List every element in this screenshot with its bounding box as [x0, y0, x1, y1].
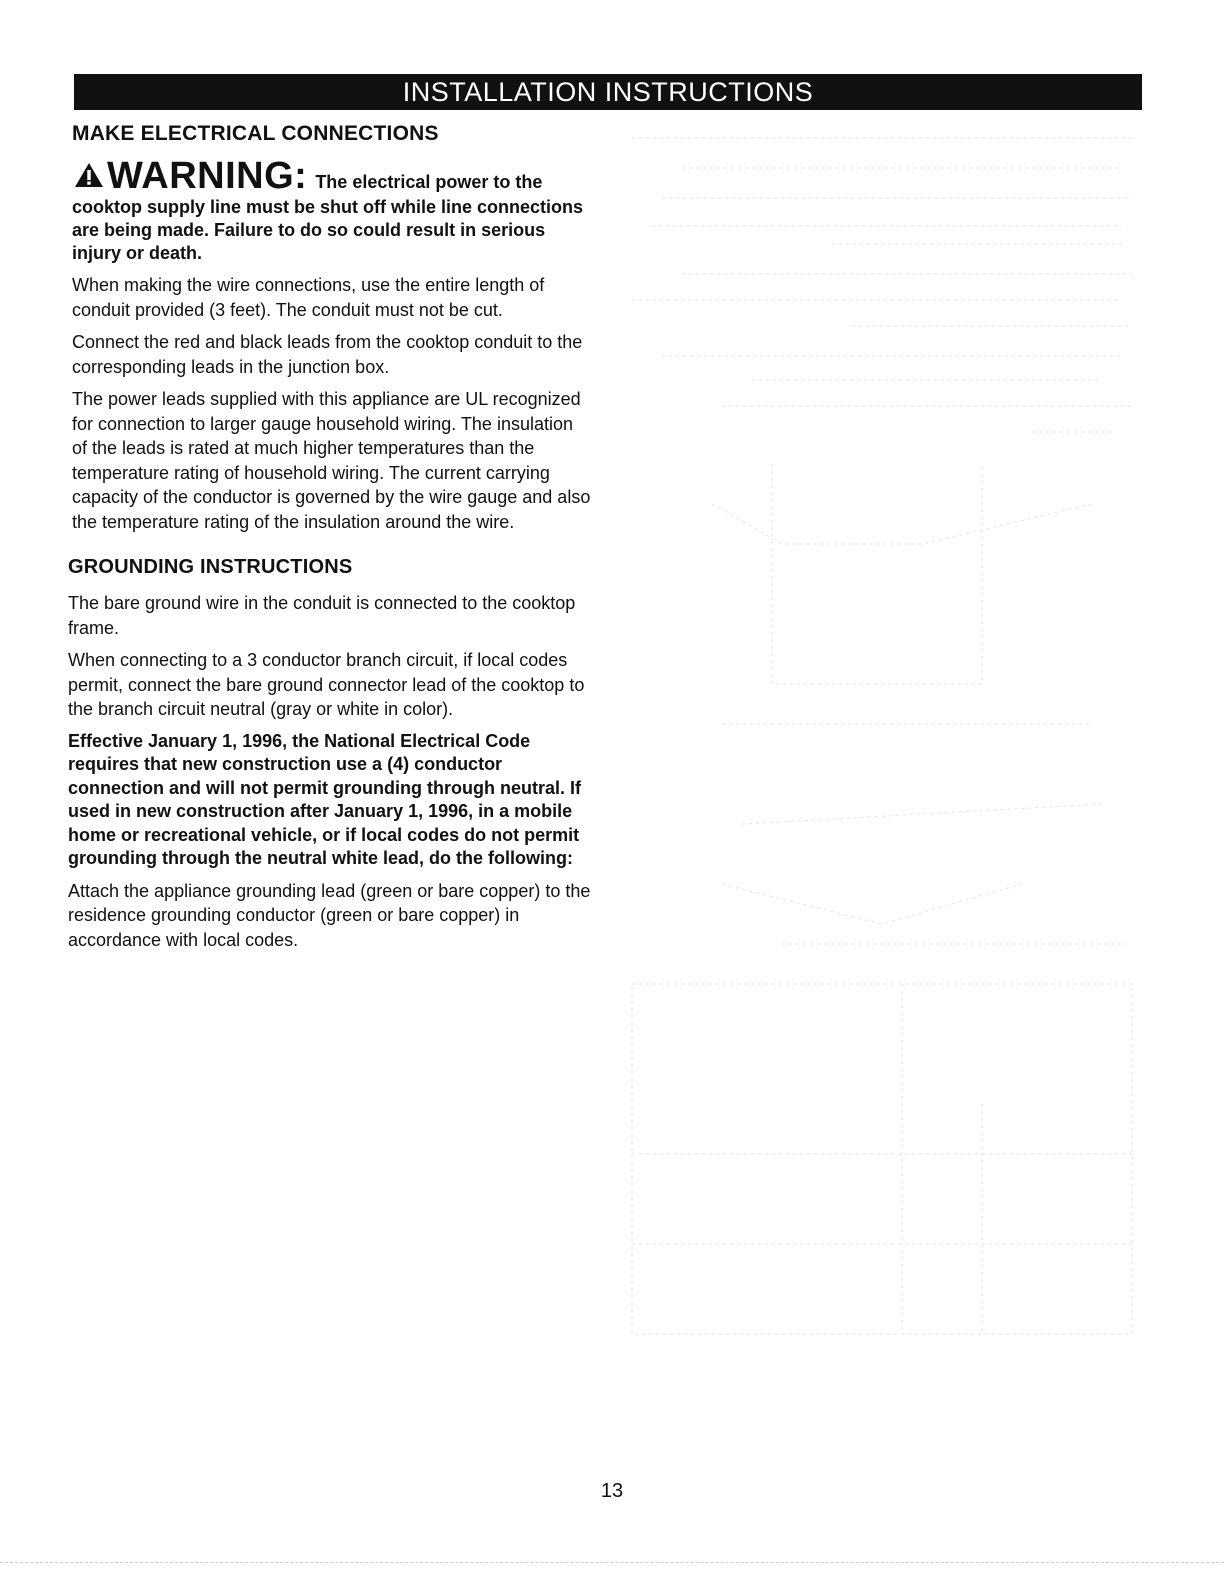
- paragraph-connect-leads: Connect the red and black leads from the cooktop conduit to the corresponding leads in the junction box.: [72, 332, 583, 377]
- paragraph-three-conductor: When connecting to a 3 conductor branch circuit, if local codes permit, connect the bare ground connector lead of the cooktop to the branch circuit neutral (gray or white in color).: [68, 650, 585, 719]
- paragraph-nec-notice: Effective January 1, 1996, the National Electrical Code requires that new construction use a (4) conductor connection and will not permit grounding through neutral. If used in new construction after January 1, 1996, in a mobile home or recreational vehicle, or if local codes do not permit grounding through the neutral white lead, do the following:: [68, 730, 581, 868]
- warning-text: cooktop supply line must be shut off while line connections are being made. Failure to do so could result in serious injury or death.: [72, 197, 584, 263]
- paragraph-conduit: When making the wire connections, use the entire length of conduit provided (3 feet). The conduit must not be cut.: [72, 275, 545, 320]
- paragraph-attach-ground: Attach the appliance grounding lead (green or bare copper) to the residence grounding conductor (green or bare copper) in accordance with local codes.: [68, 880, 591, 950]
- section-banner: [74, 74, 1142, 110]
- faint-show-through-illustration: [622, 124, 1142, 1344]
- banner-title: INSTALLATION INSTRUCTIONS: [402, 76, 814, 107]
- warning-triangle-icon: [74, 162, 104, 188]
- warning-word: WARNING:: [107, 155, 308, 197]
- warning-lead: The electrical power to the: [315, 172, 543, 192]
- paragraph-bare-ground: The bare ground wire in the conduit is connected to the cooktop frame.: [68, 593, 576, 638]
- warning-head: [74, 156, 542, 196]
- faded-illustration-area: [622, 124, 1142, 1344]
- paragraph-power-leads: The power leads supplied with this appliance are UL recognized for connection to larger gauge household wiring. The insulation of the leads is rated at much higher temperatures than the temperature rating of household wiring. The current carrying capacity of the conductor is governed by the wire gauge and also the temperature rating of the insulation around the wire.: [72, 389, 591, 532]
- left-column: [68, 122, 592, 960]
- grounding-heading: GROUNDING INSTRUCTIONS: [68, 556, 353, 578]
- page-number: 13: [600, 1480, 624, 1502]
- bottom-divider: [0, 1562, 1224, 1563]
- warning-block: [72, 156, 592, 265]
- electrical-heading: MAKE ELECTRICAL CONNECTIONS: [72, 122, 439, 145]
